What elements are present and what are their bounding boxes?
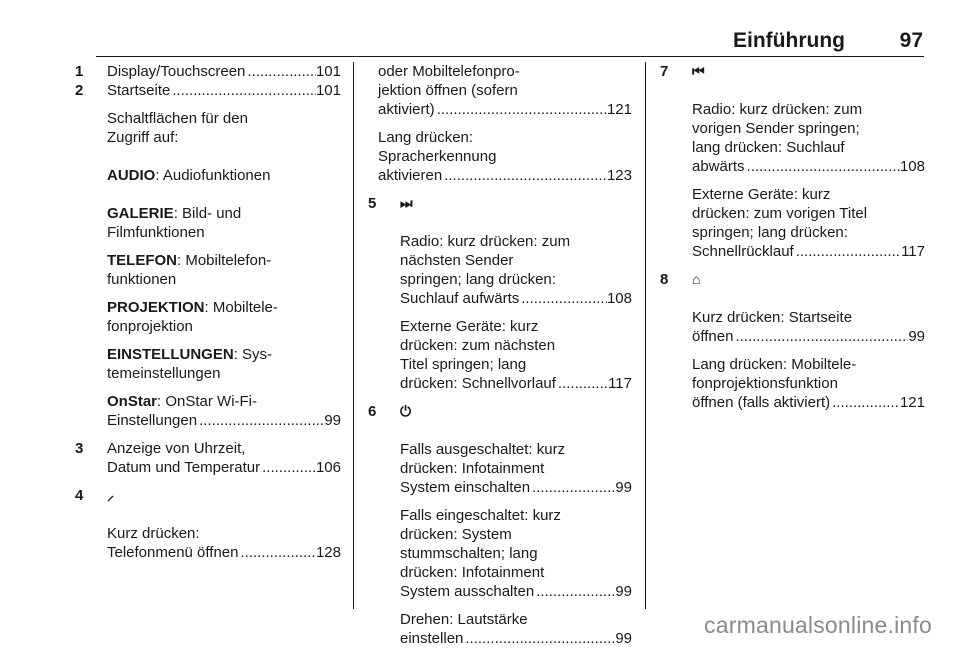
paragraph-telefon: TELEFON: Mobiltelefon- funktionen — [107, 252, 272, 288]
page-ref[interactable]: 108 — [899, 158, 925, 175]
paragraph-einstellungen: EINSTELLUNGEN: Sys- temeinstellungen — [107, 346, 273, 382]
paragraph: Lang drücken: Spracherkennung aktivieren ..... 123 — [378, 128, 632, 185]
page-ref[interactable]: 108 — [606, 290, 632, 307]
list-item-1 — [75, 62, 341, 81]
page-ref[interactable]: 128 — [315, 544, 341, 561]
paragraph: Lang drücken: Mobiltele- fonprojektionsfunktion öffnen (falls aktiviert) ..... 121 — [692, 355, 925, 412]
page-ref[interactable]: 99 — [324, 412, 341, 429]
item-number: 4 — [75, 487, 84, 504]
page-title: Einführung — [733, 29, 845, 52]
list-item-3: 3 Anzeige von Uhrzeit, Datum und Temperatur ..... 106 — [75, 439, 341, 477]
paragraph: Falls ausgeschaltet: kurz drücken: Infotainment System einschalten ..... 99 — [400, 440, 632, 497]
paragraph-onstar: OnStar: OnStar Wi-Fi- Einstellungen ..... 99 — [107, 392, 341, 430]
page-ref[interactable]: 99 — [615, 479, 632, 496]
column-2 — [368, 62, 632, 648]
paragraph-projektion: PROJEKTION: Mobiltele- fonprojektion — [107, 299, 278, 335]
phone-icon: ⸝ — [107, 487, 114, 503]
item-number: 8 — [660, 271, 669, 288]
paragraph-audio: AUDIO: Audiofunktionen — [107, 167, 271, 184]
toc-line: Display/Touchscreen ..... 101 — [107, 62, 341, 81]
paragraph: Radio: kurz drücken: zum vorigen Sender springen; lang drücken: Suchlauf abwärts ..... 108 — [692, 100, 925, 176]
list-item-8 — [660, 270, 925, 412]
page-ref[interactable]: 117 — [901, 243, 925, 260]
list-item-7 — [660, 62, 925, 261]
paragraph: Radio: kurz drücken: zum nächsten Sender springen; lang drücken: Suchlauf aufwärts ..... 108 — [400, 232, 632, 308]
page-number: 97 — [899, 29, 923, 52]
page-ref[interactable]: 99 — [615, 630, 632, 647]
page-ref[interactable]: 121 — [899, 394, 925, 411]
column-1 — [75, 62, 341, 562]
page-header — [96, 26, 924, 57]
page-ref[interactable]: 106 — [315, 459, 341, 476]
page-ref[interactable]: 99 — [615, 583, 632, 600]
item-number: 5 — [368, 195, 377, 212]
paragraph-galerie: GALERIE: Bild- und Filmfunktionen — [107, 205, 242, 241]
column-divider — [645, 62, 646, 609]
item-number: 6 — [368, 403, 377, 420]
previous-track-icon: ⏮ — [692, 63, 705, 79]
power-icon: ⏻ — [400, 403, 412, 419]
paragraph: oder Mobiltelefonpro- jektion öffnen (sofern aktiviert) ..... 121 — [378, 62, 632, 119]
paragraph: Falls eingeschaltet: kurz drücken: System stummschalten; lang drücken: Infotainment System ausschalten ..... 99 — [400, 506, 632, 601]
next-track-icon: ⏭ — [400, 195, 413, 211]
paragraph: Kurz drücken: Startseite öffnen ..... 99 — [692, 308, 925, 346]
paragraph: Schaltflächen für den Zugriff auf: — [107, 110, 248, 146]
home-icon: ⌂ — [692, 271, 701, 287]
column-divider — [353, 62, 354, 609]
watermark: carmanualsonline.info — [704, 612, 932, 638]
column-3 — [660, 62, 925, 412]
item-number: 1 — [75, 63, 84, 80]
continued-text — [368, 62, 632, 185]
item-number: 2 — [75, 82, 84, 99]
paragraph: Externe Geräte: kurz drücken: zum nächsten Titel springen; lang drücken: Schnellvorlauf ..... 117 — [400, 317, 632, 393]
toc-line: Startseite ..... 101 — [107, 81, 341, 100]
page-ref[interactable]: 101 — [315, 82, 341, 99]
item-number: 3 — [75, 440, 84, 457]
page-ref[interactable]: 99 — [908, 328, 925, 345]
page-ref[interactable]: 123 — [606, 167, 632, 184]
list-item-4 — [75, 486, 341, 562]
page-ref[interactable]: 117 — [608, 375, 632, 392]
paragraph: Drehen: Lautstärke einstellen ..... 99 — [400, 610, 632, 648]
item-number: 7 — [660, 63, 669, 80]
paragraph: Externe Geräte: kurz drücken: zum vorigen Titel springen; lang drücken: Schnellrücklauf ..... 117 — [692, 185, 925, 261]
list-item-5 — [368, 194, 632, 393]
page-ref[interactable]: 101 — [315, 63, 341, 80]
list-item-6 — [368, 402, 632, 648]
paragraph: Kurz drücken: Telefonmenü öffnen ..... 128 — [107, 524, 341, 562]
page-ref[interactable]: 121 — [606, 101, 632, 118]
list-item-2 — [75, 81, 341, 430]
